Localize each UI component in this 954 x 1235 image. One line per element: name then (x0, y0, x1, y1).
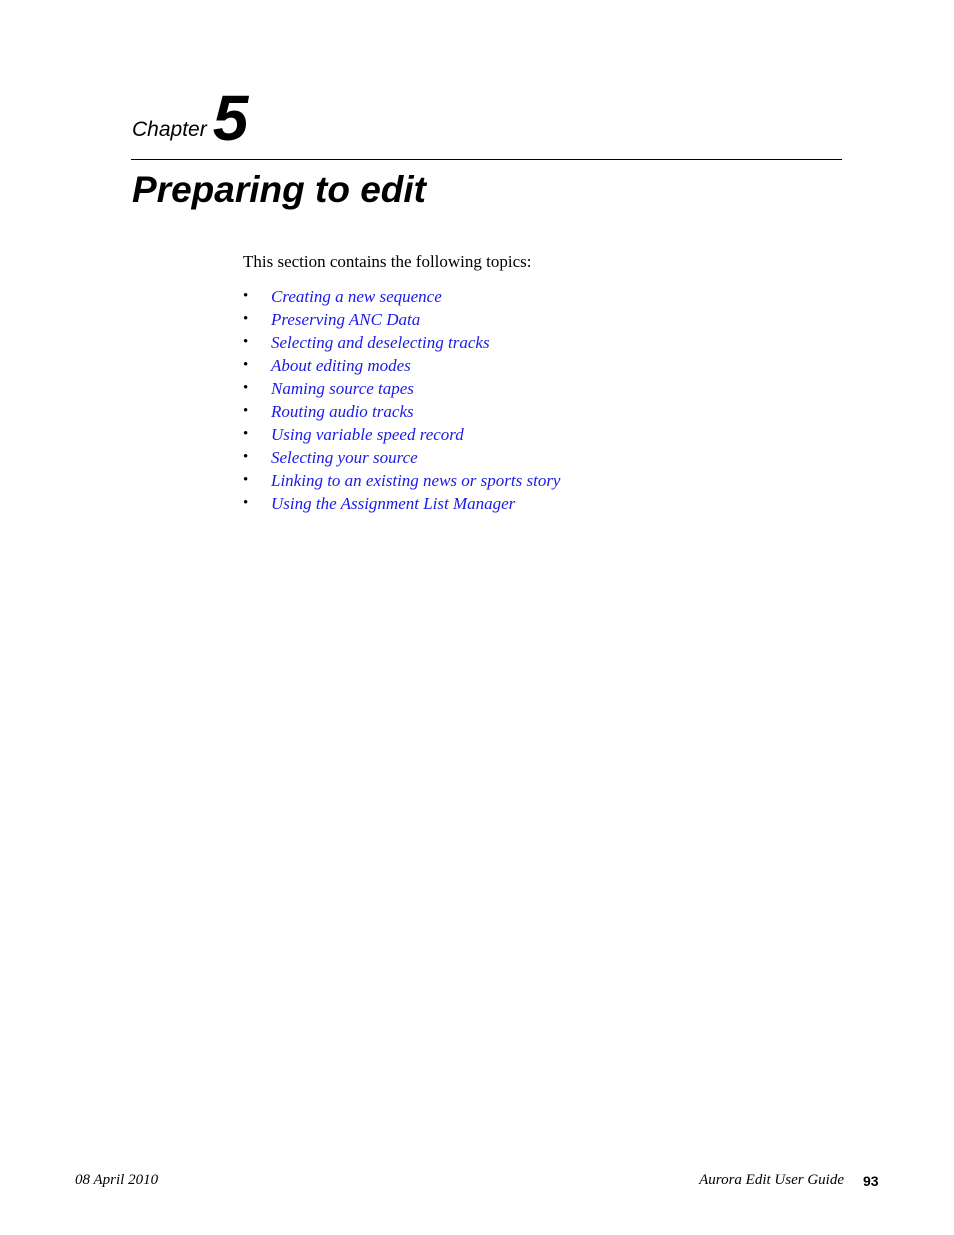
bullet-icon: • (243, 495, 249, 511)
topic-link-selecting-and-deselecting-tracks[interactable]: Selecting and deselecting tracks (271, 332, 490, 352)
footer-guide-title: Aurora Edit User Guide (699, 1172, 844, 1188)
bullet-icon: • (243, 472, 249, 488)
list-item (243, 285, 560, 308)
chapter-heading (132, 81, 249, 154)
bullet-icon: • (243, 380, 249, 396)
chapter-number: 5 (212, 81, 249, 154)
list-item (243, 400, 560, 423)
topic-link-linking-to-existing-story[interactable]: Linking to an existing news or sports story (271, 470, 561, 490)
page-title: Preparing to edit (132, 169, 426, 210)
bullet-icon: • (243, 311, 249, 327)
bullet-icon: • (243, 449, 249, 465)
topic-link-using-assignment-list-manager[interactable]: Using the Assignment List Manager (271, 493, 516, 513)
list-item (243, 331, 560, 354)
list-item (243, 308, 560, 331)
list-item (243, 469, 560, 492)
chapter-divider (131, 159, 842, 160)
topic-list (243, 285, 560, 515)
intro-text: This section contains the following topics: (243, 252, 532, 271)
list-item (243, 354, 560, 377)
topic-link-selecting-your-source[interactable]: Selecting your source (271, 447, 418, 467)
topic-link-naming-source-tapes[interactable]: Naming source tapes (271, 378, 414, 398)
bullet-icon: • (243, 334, 249, 350)
topic-link-about-editing-modes[interactable]: About editing modes (271, 355, 411, 375)
footer-page-number: 93 (863, 1173, 879, 1189)
bullet-icon: • (243, 403, 249, 419)
topic-link-routing-audio-tracks[interactable]: Routing audio tracks (271, 401, 414, 421)
bullet-icon: • (243, 426, 249, 442)
bullet-icon: • (243, 288, 249, 304)
topic-link-using-variable-speed-record[interactable]: Using variable speed record (271, 424, 464, 444)
chapter-word: Chapter (132, 118, 207, 141)
footer-date: 08 April 2010 (75, 1172, 159, 1188)
list-item (243, 446, 560, 469)
list-item (243, 492, 560, 515)
list-item (243, 423, 560, 446)
bullet-icon: • (243, 357, 249, 373)
topic-link-creating-a-new-sequence[interactable]: Creating a new sequence (271, 286, 442, 306)
topic-link-preserving-anc-data[interactable]: Preserving ANC Data (271, 309, 421, 329)
list-item (243, 377, 560, 400)
